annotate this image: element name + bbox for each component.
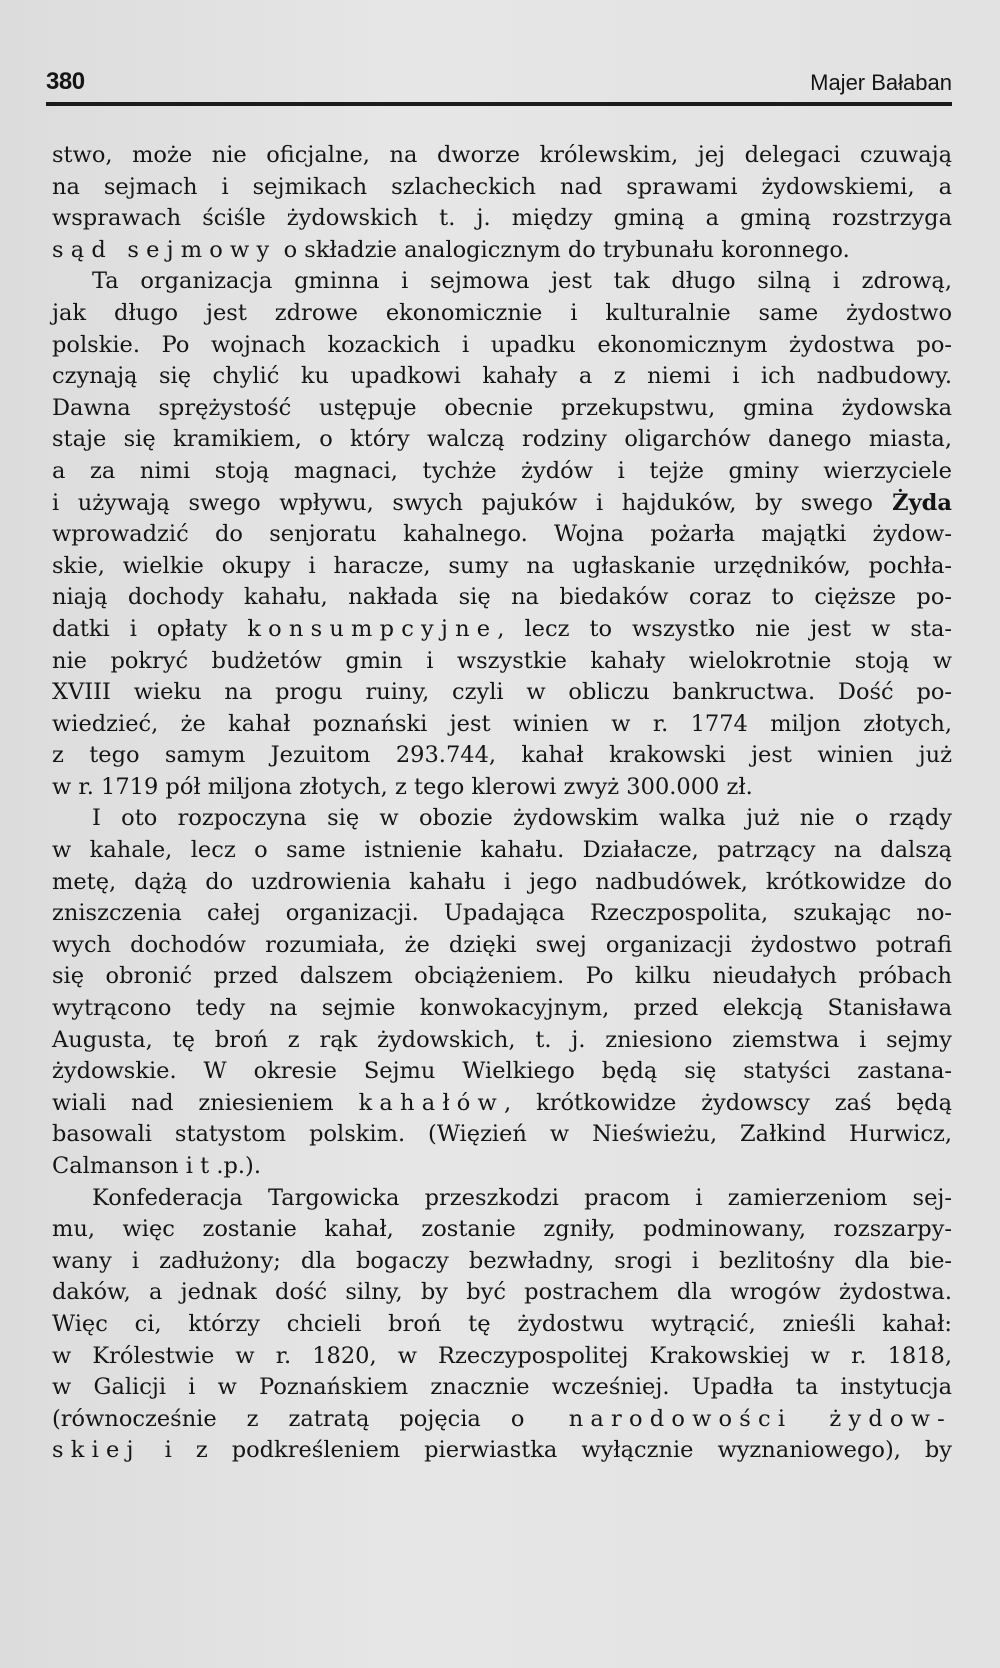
text-run: Konfederacja Targowicka przeszkodzi pracom i zamierzeniom sej- [92, 1184, 952, 1211]
text-line [52, 709, 952, 741]
text-run: I oto rozpoczyna się w obozie żydowskim walka już nie o rządy [92, 805, 952, 832]
text-line [52, 203, 952, 235]
text-line [52, 614, 952, 646]
text-line [52, 1341, 952, 1373]
text-line [52, 1214, 952, 1246]
text-run: Więc ci, którzy chcieli broń tę żydostwu wytrącić, znieśli kahał: [52, 1310, 952, 1337]
spaced-text: o narodowości żydow- [510, 1405, 952, 1432]
text-line [52, 172, 952, 204]
text-run: wych dochodów rozumiała, że dzięki swej organizacji żydostwo potrafi [52, 931, 952, 958]
text-run: a za nimi stoją magnaci, tychże żydów i tejże gminy wierzyciele [52, 457, 952, 484]
text-run: czynają się chylić ku upadkowi kahały a z niemi i ich nadbudowy. [52, 363, 952, 390]
text-run: (równocześnie z zatratą pojęcia [52, 1405, 511, 1432]
text-line [52, 1183, 952, 1215]
text-run: Augusta, tę broń z rąk żydowskich, t. j. zniesiono ziemstwa i sejmy [52, 1026, 952, 1053]
text-line [52, 361, 952, 393]
spaced-text: skiej [52, 1437, 141, 1464]
text-line [52, 803, 952, 835]
text-line [52, 298, 952, 330]
text-run: z tego samym Jezuitom 293.744, kahał krakowski jest winien już [52, 742, 952, 769]
text-line [52, 867, 952, 899]
text-line [52, 740, 952, 772]
text-run: jak długo jest zdrowe ekonomicznie i kulturalnie same żydostwo [52, 299, 952, 326]
text-line [52, 424, 952, 456]
text-run: wiali nad zniesieniem [52, 1089, 359, 1116]
text-line [52, 772, 952, 804]
text-run: metę, dążą do uzdrowienia kahału i jego nadbudówek, krótkowidze do [52, 868, 952, 895]
text-line [52, 1404, 952, 1436]
text-run: Ta organizacja gminna i sejmowa jest tak długo silną i zdrową, [92, 268, 952, 295]
text-line [52, 835, 952, 867]
body-text [52, 140, 952, 1467]
text-run: w Królestwie w r. 1820, w Rzeczypospolitej Krakowskiej w r. 1818, [52, 1342, 952, 1369]
text-line [52, 1119, 952, 1151]
text-line [52, 930, 952, 962]
text-run: Calmanson i t .p.). [52, 1153, 261, 1179]
text-run: w kahale, lecz o same istnienie kahału. Działacze, patrzący na dalszą [52, 837, 952, 864]
text-line [52, 140, 952, 172]
text-run: wytrącono tedy na sejmie konwokacyjnym, przed elekcją Stanisława [52, 995, 952, 1022]
text-run: stwo, może nie oficjalne, na dworze królewskim, jej delegaci czuwają [52, 142, 952, 168]
header-rule [46, 102, 952, 106]
text-line [52, 582, 952, 614]
text-line [52, 1246, 952, 1278]
text-line [52, 1056, 952, 1088]
text-line [52, 646, 952, 678]
text-run: niają dochody kahału, nakłada się na biedaków coraz to cięższe po- [52, 584, 952, 611]
text-run: staje się kramikiem, o który walczą rodziny oligarchów danego miasta, [52, 426, 952, 453]
text-run: wprowadzić do senjoratu kahalnego. Wojna pożarła majątki żydow- [52, 521, 952, 548]
text-run: basowali statystom polskim. (Więzień w Nieświeżu, Załkind Hurwicz, [52, 1121, 952, 1148]
text-run: daków, a jednak dość silny, by być postrachem dla wrogów żydostwa. [52, 1279, 952, 1306]
text-run: skie, wielkie okupy i haracze, sumy na ugłaskanie urzędników, pochła- [52, 552, 952, 579]
text-line [52, 1088, 952, 1120]
text-line [52, 993, 952, 1025]
text-run: datki i opłaty [52, 615, 248, 642]
page-number: 380 [46, 68, 85, 95]
text-line [52, 1277, 952, 1309]
running-title: Majer Bałaban [810, 70, 952, 95]
text-run: XVIII wieku na progu ruiny, czyli w obliczu bankructwa. Dość po- [52, 679, 952, 706]
text-run: w r. 1719 pół miljona złotych, z tego klerowi zwyż 300.000 zł. [52, 773, 753, 800]
text-run: wsprawach ściśle żydowskich t. j. między gminą a gminą rozstrzyga [52, 205, 952, 232]
text-line [52, 393, 952, 425]
text-run: się obronić przed dalszem obciążeniem. Po kilku nieudałych próbach [52, 963, 952, 990]
text-run: nie pokryć budżetów gmin i wszystkie kahały wielokrotnie stoją w [52, 647, 952, 674]
text-line [52, 961, 952, 993]
text-run: , krótkowidze żydowscy zaś będą [504, 1089, 952, 1116]
bold-text: Żyda [872, 489, 952, 516]
text-run: , lecz to wszystko nie jest w sta- [497, 615, 952, 642]
text-run: żydowskie. W okresie Sejmu Wielkiego będą się statyści zastana- [52, 1058, 952, 1085]
text-line [52, 519, 952, 551]
text-line [52, 456, 952, 488]
text-run: zniszczenia całej organizacji. Upadająca Rzeczpospolita, szukając no- [52, 900, 952, 927]
text-run: wany i zadłużony; dla bogaczy bezwładny, srogi i bezlitośny dla bie- [52, 1247, 952, 1274]
text-run: wiedzieć, że kahał poznański jest winien w r. 1774 miljon złotych, [52, 710, 952, 737]
text-line [52, 330, 952, 362]
text-line [52, 1025, 952, 1057]
text-run: i używają swego wpływu, swych pajuków i hajduków, by swego [52, 489, 873, 516]
text-line [52, 266, 952, 298]
text-line [52, 1151, 952, 1183]
text-run: mu, więc zostanie kahał, zostanie zgniły, podminowany, rozszarpy- [52, 1216, 952, 1243]
spaced-text: sąd sejmowy [52, 236, 277, 263]
text-line [52, 1435, 952, 1467]
text-line [52, 677, 952, 709]
text-run: i z podkreśleniem pierwiastka wyłącznie wyznaniowego), by [140, 1437, 952, 1464]
text-run: polskie. Po wojnach kozackich i upadku ekonomicznym żydostwa po- [52, 331, 952, 358]
text-run: o składzie analogicznym do trybunału koronnego. [276, 236, 850, 263]
text-line [52, 551, 952, 583]
text-line [52, 1372, 952, 1404]
text-line [52, 235, 952, 267]
text-line [52, 898, 952, 930]
text-run: Dawna sprężystość ustępuje obecnie przekupstwu, gmina żydowska [52, 394, 952, 421]
text-line [52, 488, 952, 520]
text-run: na sejmach i sejmikach szlacheckich nad sprawami żydowskiemi, a [52, 173, 952, 200]
text-line [52, 1309, 952, 1341]
text-run: w Galicji i w Poznańskiem znacznie wcześniej. Upadła ta instytucja [52, 1374, 952, 1401]
spaced-text: konsumpcyjne [247, 615, 498, 642]
spaced-text: kahałów [358, 1089, 505, 1116]
